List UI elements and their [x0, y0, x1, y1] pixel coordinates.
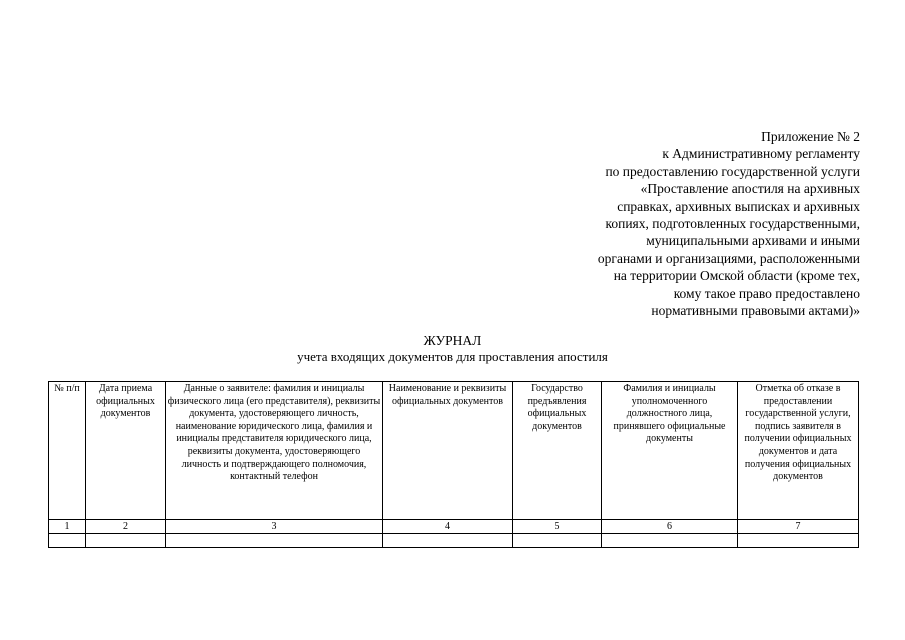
header-cell-documents: Наименование и реквизиты официальных документов	[383, 382, 513, 520]
column-number: 1	[49, 520, 86, 534]
appendix-line: кому такое право предоставлено	[673, 285, 860, 301]
table-row	[49, 534, 859, 548]
appendix-line: к Административному регламенту	[662, 146, 860, 162]
header-cell-number: № п/п	[49, 382, 86, 520]
appendix-line: по предоставлению государственной услуги	[605, 163, 860, 179]
appendix-line: «Проставление апостиля на архивных	[640, 181, 860, 197]
column-number: 7	[738, 520, 859, 534]
header-cell-country: Государство предъявления официальных документов	[513, 382, 602, 520]
header-cell-date: Дата приема официальных документов	[86, 382, 166, 520]
table-cell[interactable]	[513, 534, 602, 548]
column-number: 6	[602, 520, 738, 534]
header-cell-refusal: Отметка об отказе в предоставлении государственной услуги, подпись заявителя в получении официальных документов и дата получения официальных документов	[738, 382, 859, 520]
table-cell[interactable]	[602, 534, 738, 548]
column-number: 5	[513, 520, 602, 534]
header-cell-applicant: Данные о заявителе: фамилия и инициалы физического лица (его представителя), реквизиты документа, удостоверяющего личность, наименование юридического лица, фамилия и инициалы представителя юридического лица, реквизиты документа, удостоверяющего личность и подтверждающего полномочия, контактный телефон	[166, 382, 383, 520]
table-cell[interactable]	[49, 534, 86, 548]
appendix-line: справках, архивных выписках и архивных	[617, 198, 860, 214]
table-cell[interactable]	[738, 534, 859, 548]
appendix-block	[520, 128, 860, 319]
table-header-row	[49, 382, 859, 520]
column-number: 2	[86, 520, 166, 534]
appendix-line: на территории Омской области (кроме тех,	[613, 268, 860, 284]
header-cell-official: Фамилия и инициалы уполномоченного должностного лица, принявшего официальные документы	[602, 382, 738, 520]
appendix-line: Приложение № 2	[761, 129, 860, 144]
journal-subtitle: учета входящих документов для проставления апостиля	[297, 349, 608, 364]
table-cell[interactable]	[166, 534, 383, 548]
journal-title: ЖУРНАЛ	[423, 333, 482, 348]
column-number-row	[49, 520, 859, 534]
appendix-line: нормативными правовыми актами)»	[651, 303, 860, 319]
column-number: 3	[166, 520, 383, 534]
column-number: 4	[383, 520, 513, 534]
table-cell[interactable]	[86, 534, 166, 548]
appendix-line: муниципальными архивами и иными	[646, 233, 860, 249]
appendix-line: копиях, подготовленных государственными,	[605, 216, 860, 232]
table-cell[interactable]	[383, 534, 513, 548]
appendix-line: органами и организациями, расположенными	[597, 250, 860, 266]
journal-table	[48, 381, 859, 548]
